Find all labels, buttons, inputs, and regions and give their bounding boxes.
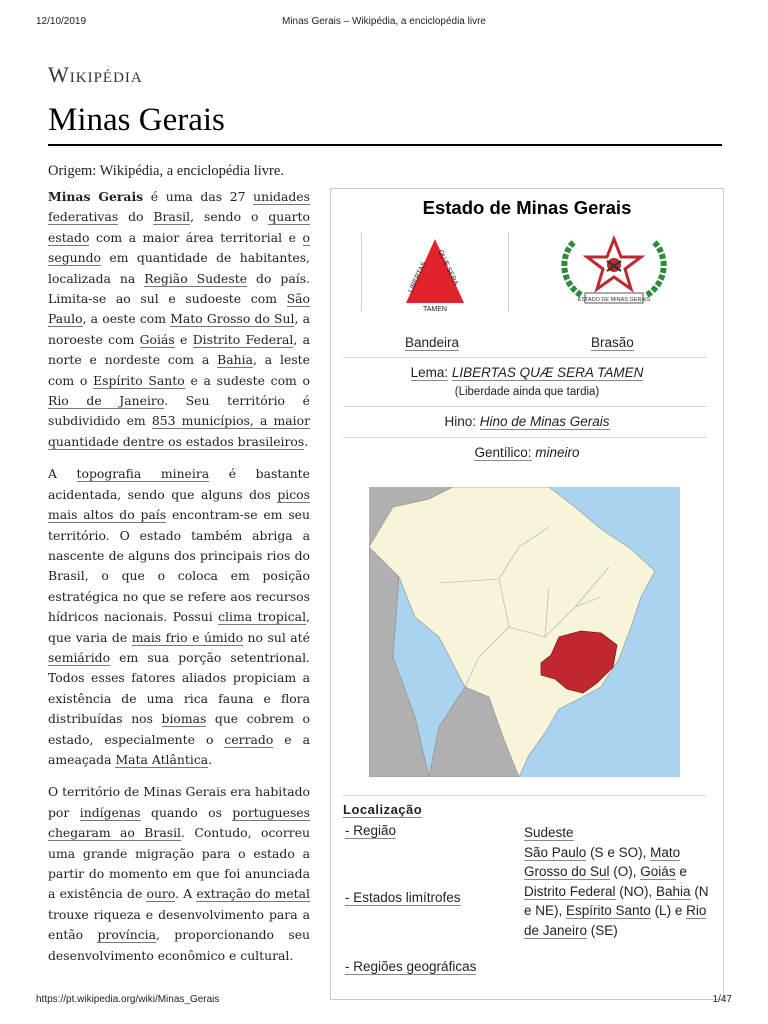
flag-triangle	[406, 239, 464, 303]
link-sudeste[interactable]: Sudeste	[524, 825, 574, 840]
link-semiarido[interactable]: semiárido	[48, 649, 111, 665]
paragraph-2: A topografia mineira é bastante acidentada, sendo que alguns dos picos mais altos do país encontram-se em seu território. O estado também abriga a nascente de alguns dos principais rios do Brasil, o que o coloca em posição estratégica no que se refere aos recursos hídricos nacionais. Possui clima tropical, que varia de mais frio e úmido no sul até semiárido em sua porção setentrional. Todos esses fatores aliados propiciam a existência de uma rica fauna e flora distribuídas nos biomas que cobrem o estado, especialmente o cerrado e a ameaçada Mata Atlântica.	[48, 466, 310, 767]
link-sao-paulo[interactable]: São Paulo	[48, 291, 310, 327]
link-espirito-santo[interactable]: Espírito Santo	[93, 372, 185, 388]
region-value	[524, 823, 714, 843]
link-provincia[interactable]: província	[97, 927, 157, 943]
anthem-row	[331, 414, 723, 429]
infobox-divider	[343, 437, 707, 438]
link-bahia-ib[interactable]: Bahia	[656, 883, 691, 899]
coat-branch-left	[564, 241, 581, 295]
print-title: Minas Gerais – Wikipédia, a enciclopédia livre	[282, 16, 486, 27]
flag-image[interactable]	[361, 233, 509, 311]
origin-note: Origem: Wikipédia, a enciclopédia livre.	[48, 163, 284, 179]
link-clima-tropical[interactable]: clima tropical	[218, 609, 307, 625]
link-espirito-santo-ib[interactable]: Espírito Santo	[566, 903, 651, 918]
map-svg	[369, 487, 680, 777]
motto-value[interactable]: LIBERTAS QUÆ SERA TAMEN	[451, 365, 644, 380]
page-title: Minas Gerais	[48, 102, 225, 138]
link-indigenas[interactable]: indígenas	[79, 804, 141, 820]
infobox-divider	[343, 795, 707, 796]
flag-label[interactable]: Bandeira	[405, 335, 460, 350]
coat-of-arms-image[interactable]	[509, 233, 719, 311]
link-extracao-do-metal[interactable]: extração do metal	[196, 886, 310, 902]
demonym-value: mineiro	[535, 445, 580, 460]
location-map[interactable]	[369, 487, 680, 777]
link-picos-mais-altos[interactable]: picos mais altos do país	[48, 486, 310, 523]
flag-svg	[362, 233, 508, 311]
link-distrito-federal[interactable]: Distrito Federal	[192, 331, 294, 347]
neighbors-label: - Estados limítrofes	[345, 890, 461, 905]
link-sao-paulo-ib[interactable]: São Paulo	[524, 844, 587, 860]
motto-row	[331, 365, 723, 380]
link-ouro[interactable]: ouro	[146, 886, 176, 902]
print-page-number: 1/47	[712, 994, 732, 1005]
coat-svg	[509, 233, 719, 311]
link-biomas[interactable]: biomas	[161, 711, 207, 727]
link-mato-grosso-do-sul[interactable]: Mato Grosso do Sul	[170, 311, 295, 327]
link-cerrado[interactable]: cerrado	[224, 731, 274, 747]
anthem-label: Hino:	[444, 414, 476, 429]
link-distrito-federal-ib[interactable]: Distrito Federal	[524, 883, 616, 899]
print-date: 12/10/2019	[36, 16, 87, 27]
title-rule	[48, 144, 722, 146]
demonym-row	[331, 445, 723, 460]
region-label: - Região	[345, 823, 397, 838]
link-unidades-federativas[interactable]: unidades federativas	[48, 189, 310, 225]
article-subject: Minas Gerais	[48, 189, 144, 204]
location-heading: Localização	[343, 802, 423, 817]
link-regiao-sudeste[interactable]: Região Sudeste	[144, 270, 248, 286]
geo-regions-label: - Regiões geográficas	[345, 959, 477, 974]
link-goias[interactable]: Goiás	[139, 331, 175, 347]
link-853-municipios[interactable]: 853 municípios, a maior quantidade dentre os estados brasileiros	[48, 413, 311, 449]
link-rio-de-janeiro[interactable]: Rio de Janeiro	[48, 393, 165, 409]
link-bahia[interactable]: Bahia	[217, 352, 253, 368]
paragraph-3: O território de Minas Gerais era habitado por indígenas quando os portugueses chegaram ao Brasil. Contudo, ocorreu uma grande migração para o estado a partir do momento em que foi anunciada a existência de ouro. A extração do metal trouxe riqueza e desenvolvimento para a então província, proporcionando seu desenvolvimento econômico e cultural.	[48, 784, 311, 963]
demonym-label[interactable]: Gentílico:	[474, 445, 532, 460]
wikipedia-wordmark[interactable]: Wikipédia	[48, 62, 143, 87]
infobox-divider	[343, 406, 707, 407]
link-topografia-mineira[interactable]: topografia mineira	[76, 466, 210, 482]
neighbors-value: São Paulo (S e SO), Mato Grosso do Sul (O), Goiás e Distrito Federal (NO), Bahia (N e NE), Espírito Santo (L) e Rio de Janeiro (SE)	[524, 844, 709, 938]
coat-ribbon-text: ESTADO DE MINAS GERAIS	[577, 297, 651, 303]
anthem-link[interactable]: Hino de Minas Gerais	[479, 414, 610, 429]
link-mato-grosso-do-sul-ib[interactable]: Mato Grosso do Sul	[524, 844, 681, 879]
link-mata-atlantica[interactable]: Mata Atlântica	[115, 751, 209, 767]
link-goias-ib[interactable]: Goiás	[640, 864, 676, 879]
link-quarto-estado[interactable]: quarto estado	[48, 209, 310, 245]
location-values	[524, 823, 714, 940]
infobox-title: Estado de Minas Gerais	[422, 197, 632, 218]
flag-motto-bottom: TAMEN	[423, 306, 447, 311]
paragraph-1: Minas Gerais é uma das 27 unidades federativas do Brasil, sendo o quarto estado com a maior área territorial e o segundo em quantidade de habitantes, localizada na Região Sudeste do país. Limita-se ao sul e sudoeste com São Paulo, a oeste com Mato Grosso do Sul, a noroeste com Goiás e Distrito Federal, a norte e nordeste com a Bahia, a leste com o Espírito Santo e a sudeste com o Rio de Janeiro. Seu território é subdividido em 853 municípios, a maior quantidade dentre os estados brasileiros.	[48, 189, 311, 449]
flag-motto-right: QUÆ SERA	[436, 248, 460, 287]
motto-translation: (Liberdade ainda que tardia)	[454, 386, 600, 398]
link-portugueses-chegaram[interactable]: portugueses chegaram ao Brasil	[48, 804, 310, 841]
article-body	[48, 187, 310, 978]
link-brasil[interactable]: Brasil	[153, 209, 191, 225]
infobox-divider	[343, 357, 707, 358]
coat-label[interactable]: Brasão	[591, 335, 634, 350]
motto-label[interactable]: Lema:	[410, 365, 449, 380]
print-url: https://pt.wikipedia.org/wiki/Minas_Gerais	[36, 994, 220, 1005]
link-o-segundo[interactable]: o segundo	[48, 229, 310, 266]
flag-motto-left: LIBERTAS	[407, 260, 429, 294]
link-rio-de-janeiro-ib[interactable]: Rio de Janeiro	[524, 903, 707, 938]
infobox	[330, 188, 724, 1000]
coat-branch-right	[647, 241, 664, 295]
link-mais-frio-e-umido[interactable]: mais frio e úmido	[131, 629, 244, 645]
